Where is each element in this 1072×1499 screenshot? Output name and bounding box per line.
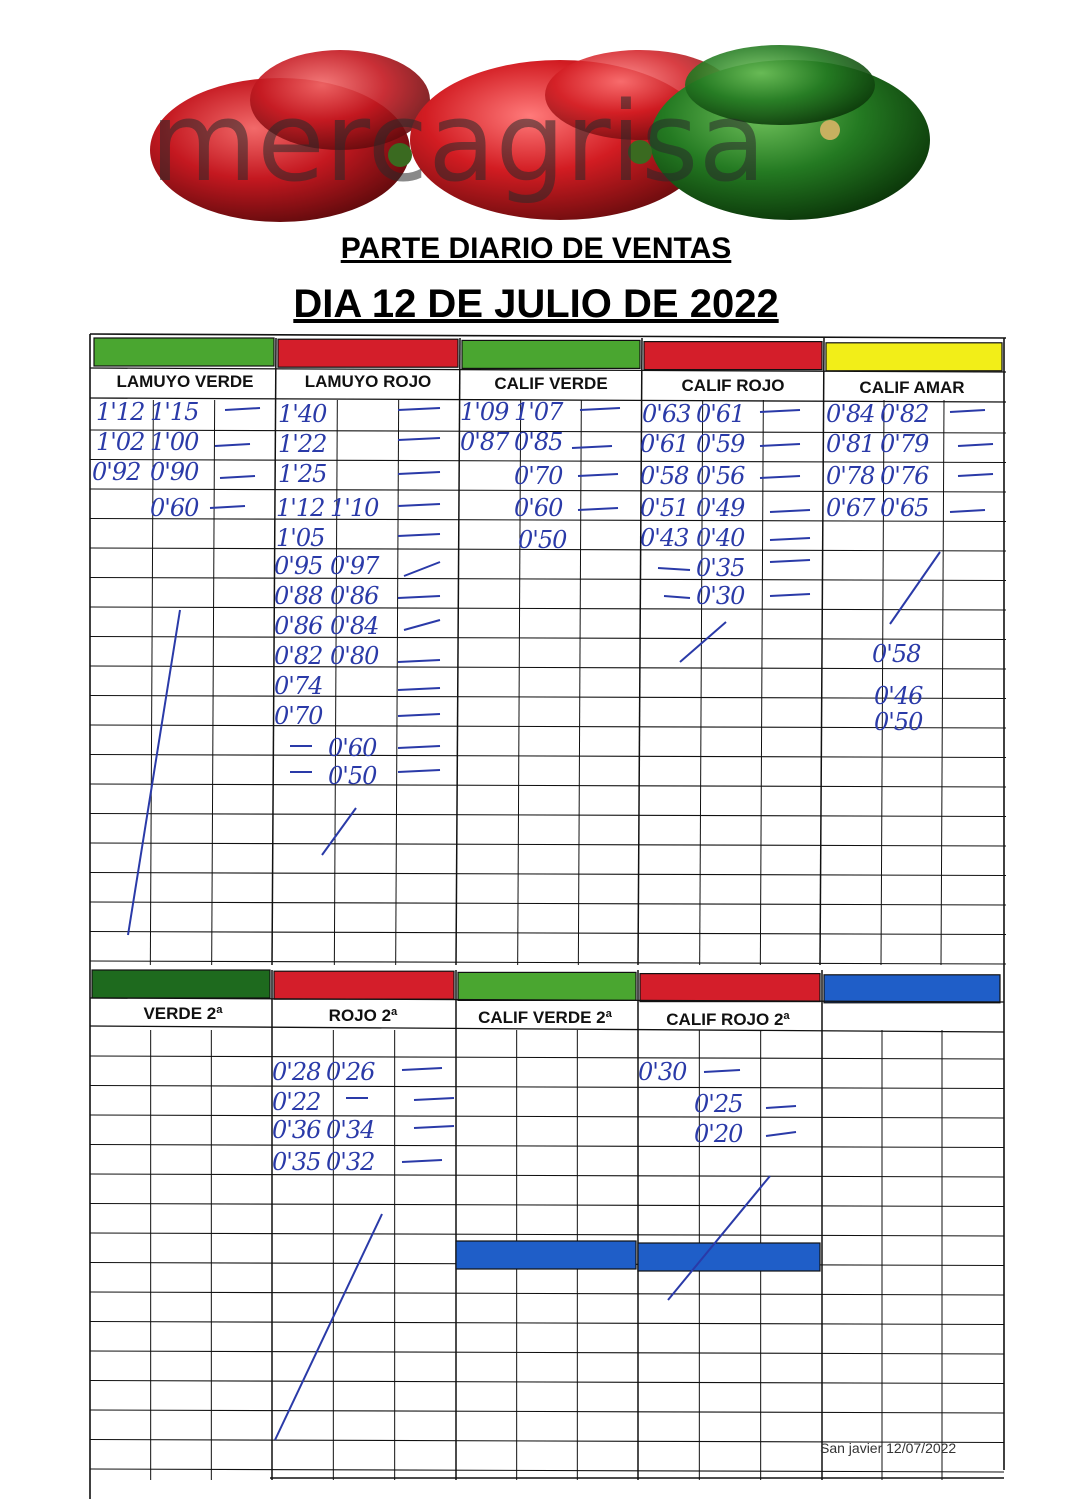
handwritten-price: 0'51 bbox=[640, 494, 689, 522]
handwritten-price: 0'76 bbox=[880, 462, 929, 490]
handwritten-price: 1'22 bbox=[278, 430, 327, 458]
handwritten-price: 0'90 bbox=[150, 458, 199, 486]
handwritten-price: 0'61 bbox=[696, 400, 745, 428]
handwritten-price: 1'12 bbox=[276, 494, 325, 522]
handwritten-price: 0'58 bbox=[872, 640, 921, 668]
handwritten-price: 1'10 bbox=[330, 494, 379, 522]
date-title: DIA 12 DE JULIO DE 2022 bbox=[293, 282, 779, 326]
handwritten-price: 1'05 bbox=[276, 524, 325, 552]
handwritten-price: 0'50 bbox=[518, 526, 567, 554]
handwritten-price: 0'84 bbox=[330, 612, 379, 640]
handwritten-price: 0'61 bbox=[640, 430, 689, 458]
handwritten-price: 1'25 bbox=[278, 460, 327, 488]
handwritten-price: 0'49 bbox=[696, 494, 745, 522]
handwritten-price: 0'86 bbox=[330, 582, 379, 610]
footer-location-date: San javier 12/07/2022 bbox=[820, 1440, 957, 1456]
handwritten-price: 1'15 bbox=[150, 398, 199, 426]
col-header-calif-rojo-2: CALIF ROJO 2ª bbox=[666, 1010, 790, 1029]
handwritten-price: 1'12 bbox=[96, 398, 145, 426]
handwritten-price: 0'58 bbox=[640, 462, 689, 490]
col-header-lamuyo-verde: LAMUYO VERDE bbox=[116, 372, 254, 391]
handwritten-price: 0'28 bbox=[272, 1058, 321, 1086]
col-header-calif-amar: CALIF AMAR bbox=[859, 378, 965, 397]
handwritten-price: 0'32 bbox=[326, 1148, 375, 1176]
handwritten-price: 0'35 bbox=[272, 1148, 321, 1176]
handwritten-price: 0'43 bbox=[640, 524, 689, 552]
handwritten-price: 0'74 bbox=[274, 672, 323, 700]
handwritten-price: 0'30 bbox=[696, 582, 745, 610]
svg-text:mercagrisa: mercagrisa bbox=[150, 78, 766, 206]
handwritten-price: 0'81 bbox=[826, 430, 875, 458]
handwritten-price: 0'84 bbox=[826, 400, 875, 428]
handwritten-price: 0'70 bbox=[514, 462, 563, 490]
handwritten-price: 0'50 bbox=[328, 762, 377, 790]
col-header-lamuyo-rojo: LAMUYO ROJO bbox=[304, 372, 432, 391]
handwritten-price: 0'85 bbox=[514, 428, 563, 456]
handwritten-price: 0'50 bbox=[874, 708, 923, 736]
handwritten-price: 0'82 bbox=[274, 642, 323, 670]
handwritten-price: 0'88 bbox=[274, 582, 323, 610]
handwritten-price: 1'09 bbox=[460, 398, 509, 426]
handwritten-price: 0'22 bbox=[272, 1088, 321, 1116]
handwritten-price: 0'60 bbox=[150, 494, 199, 522]
col-header-rojo-2: ROJO 2ª bbox=[328, 1006, 398, 1025]
handwritten-price: 1'02 bbox=[96, 428, 145, 456]
handwritten-price: 0'87 bbox=[460, 428, 509, 456]
handwritten-price: 0'63 bbox=[642, 400, 691, 428]
col-header-calif-rojo: CALIF ROJO bbox=[681, 376, 785, 395]
handwritten-price: 0'95 bbox=[274, 552, 323, 580]
handwritten-price: 0'30 bbox=[638, 1058, 687, 1086]
handwritten-price: 0'67 bbox=[826, 494, 875, 522]
handwritten-price: 0'34 bbox=[326, 1116, 375, 1144]
handwritten-price: 0'25 bbox=[694, 1090, 743, 1118]
handwritten-price: 0'80 bbox=[330, 642, 379, 670]
handwritten-price: 0'79 bbox=[880, 430, 929, 458]
col-header-verde-2: VERDE 2ª bbox=[143, 1004, 223, 1023]
handwritten-price: 0'35 bbox=[696, 554, 745, 582]
handwritten-price: 0'92 bbox=[92, 458, 141, 486]
handwritten-price: 1'40 bbox=[278, 400, 327, 428]
handwritten-price: 0'86 bbox=[274, 612, 323, 640]
handwritten-price: 0'78 bbox=[826, 462, 875, 490]
col-header-calif-verde: CALIF VERDE bbox=[494, 374, 608, 393]
handwritten-price: 0'56 bbox=[696, 462, 745, 490]
page-title: PARTE DIARIO DE VENTAS bbox=[340, 232, 732, 265]
handwritten-price: 0'65 bbox=[880, 494, 929, 522]
handwritten-price: 0'26 bbox=[326, 1058, 375, 1086]
col-header-calif-verde-2: CALIF VERDE 2ª bbox=[478, 1008, 612, 1027]
handwritten-price: 0'97 bbox=[330, 552, 379, 580]
handwritten-price: 1'07 bbox=[514, 398, 563, 426]
handwritten-price: 1'00 bbox=[150, 428, 199, 456]
handwritten-price: 0'60 bbox=[328, 734, 377, 762]
handwritten-price: 0'46 bbox=[874, 682, 923, 710]
handwritten-price: 0'70 bbox=[274, 702, 323, 730]
handwritten-price: 0'20 bbox=[694, 1120, 743, 1148]
handwritten-price: 0'60 bbox=[514, 494, 563, 522]
handwritten-price: 0'36 bbox=[272, 1116, 321, 1144]
handwritten-price: 0'82 bbox=[880, 400, 929, 428]
handwritten-price: 0'40 bbox=[696, 524, 745, 552]
handwritten-price: 0'59 bbox=[696, 430, 745, 458]
